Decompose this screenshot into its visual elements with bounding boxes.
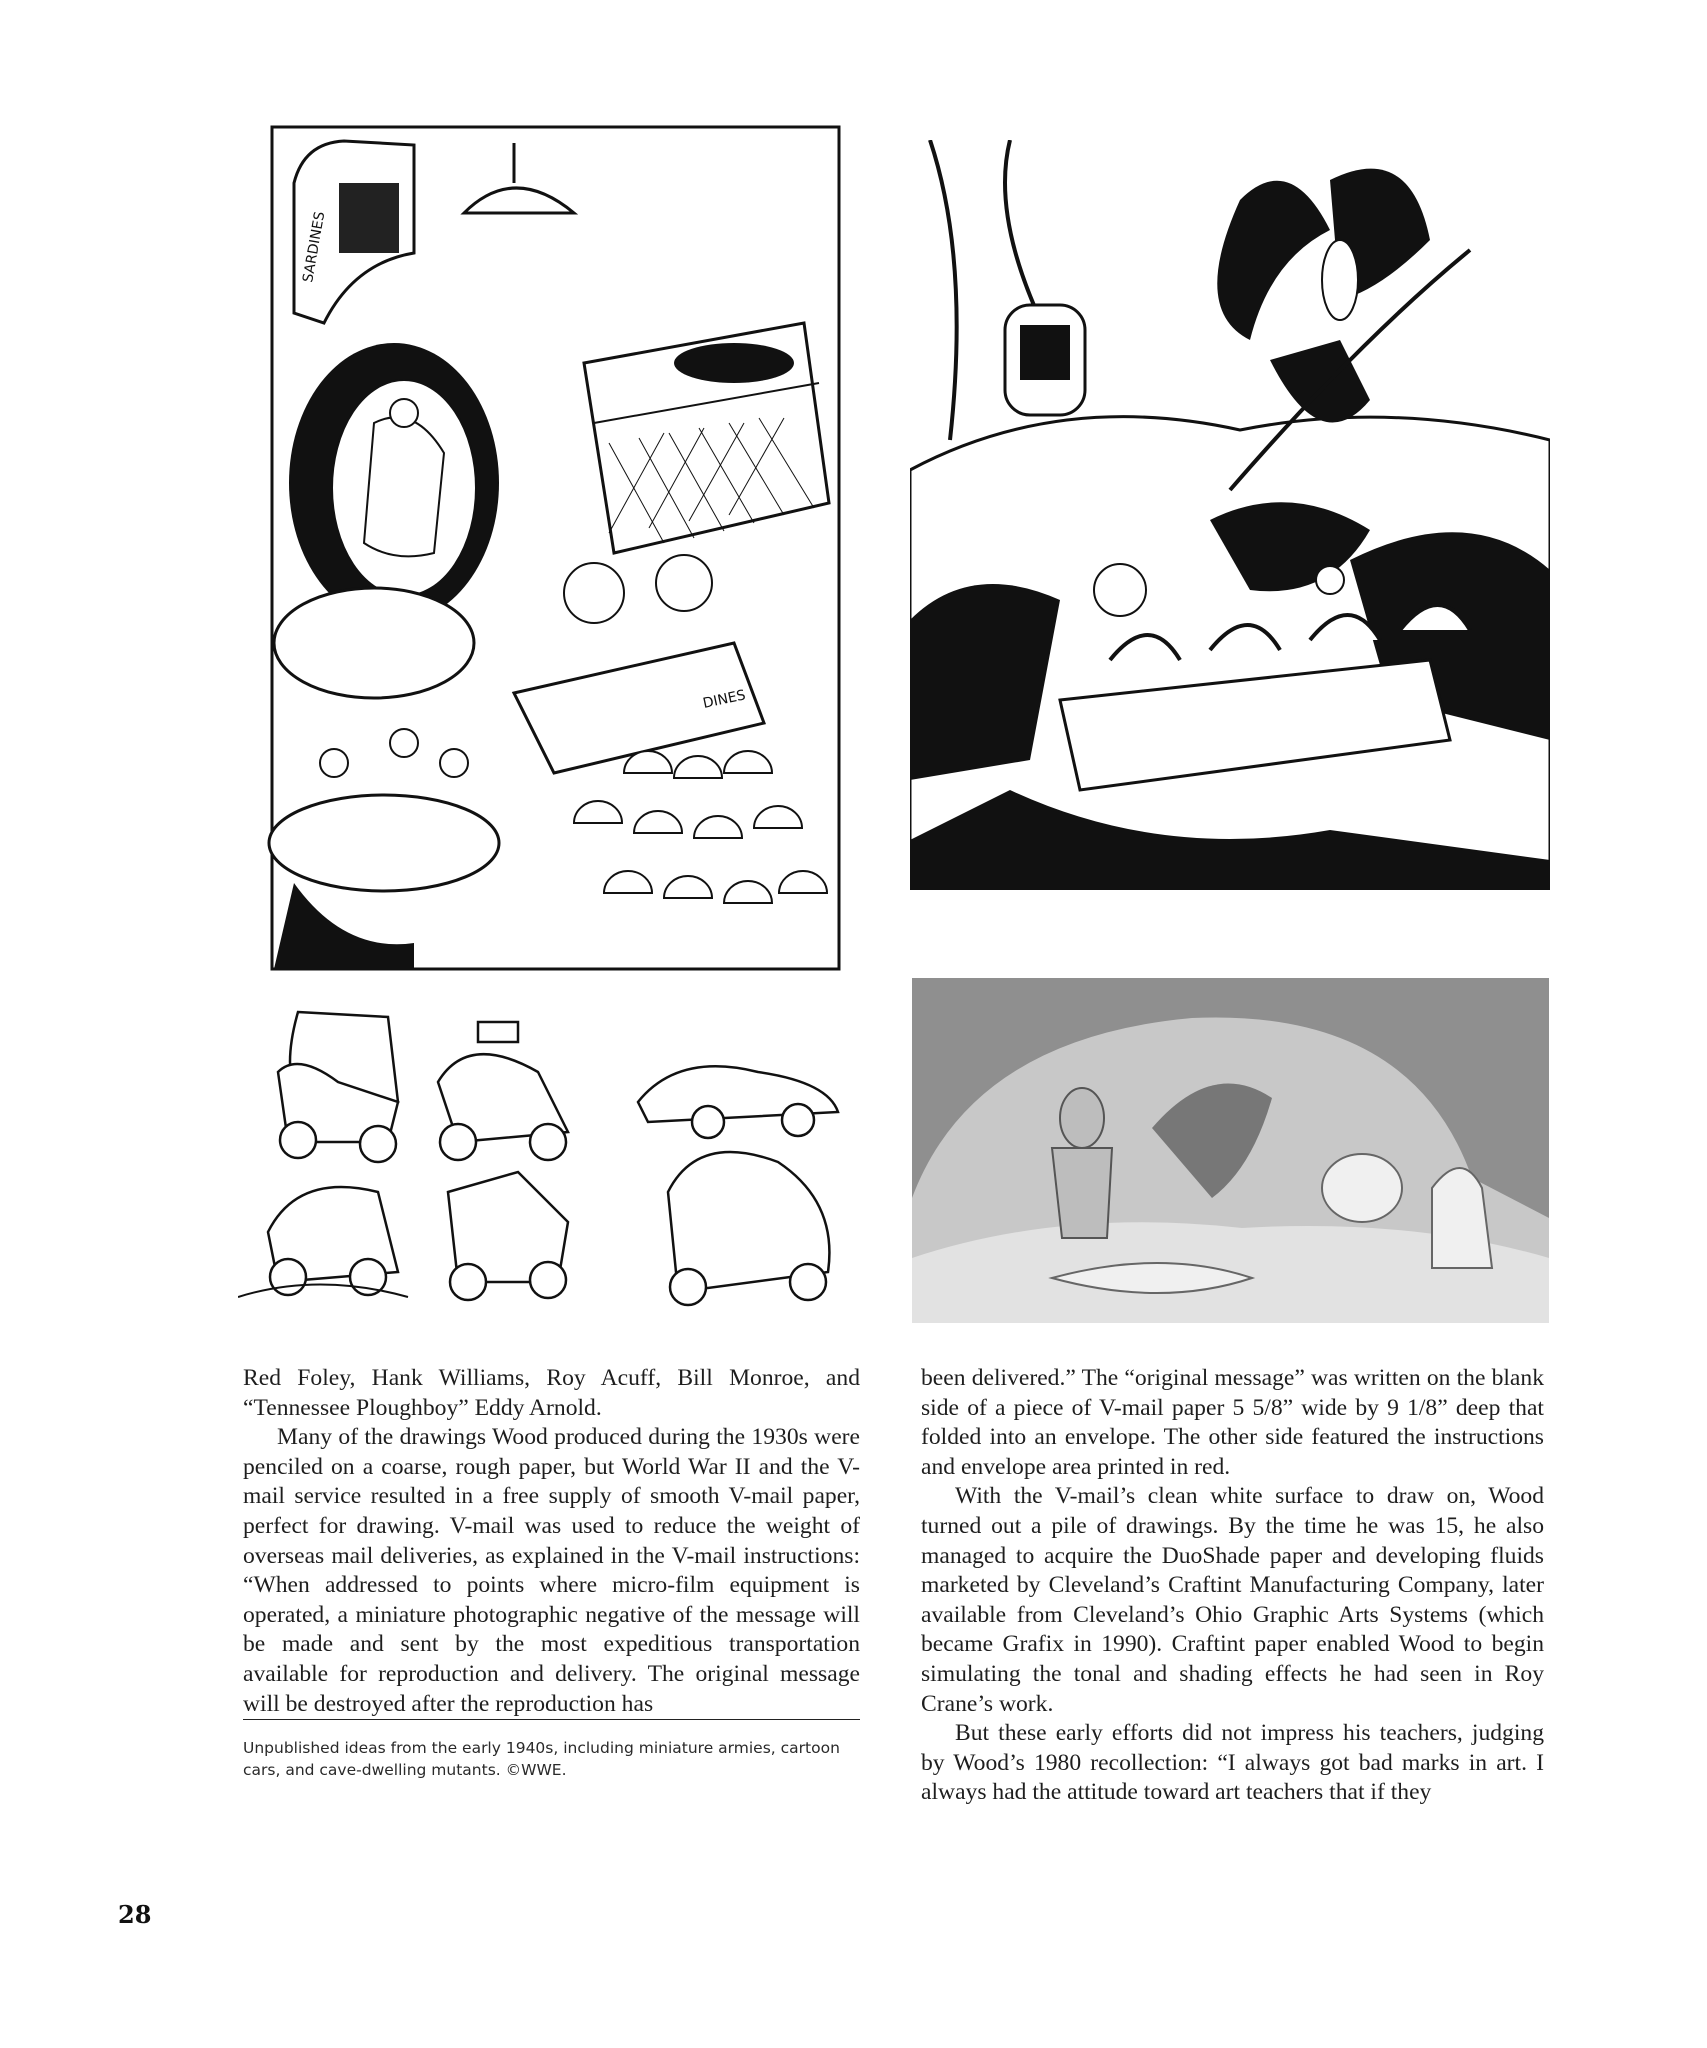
miniature-army-illustration [264,123,847,973]
body-left-column [243,1364,860,1719]
miniature-army-drawing [264,123,847,973]
paragraph: Red Foley, Hank Williams, Roy Acuff, Bill Monroe, and “Tennessee Ploughboy” Eddy Arnold. [243,1365,860,1421]
figure-caption: Unpublished ideas from the early 1940s, including miniature armies, cartoon cars, and cave-dwelling mutants. ©WWE. [243,1739,840,1779]
paragraph: Many of the drawings Wood produced during the 1930s were penciled on a coarse, rough paper, but World War II and the V-mail service resulted in a free supply of smooth V-mail paper, perfect for drawing. V-mail was used to reduce the weight of overseas mail deliveries, as explained in the V-mail instructions: “When addressed to points where micro-film equipment is operated, a miniature photographic negative of the message will be made and sent by the most expeditious transportation available for reproduction and delivery. The original message will be destroyed after the reproduction has [243,1424,860,1717]
cartoon-cars-illustration [238,992,848,1312]
catapult-battle-illustration [910,140,1550,890]
catapult-battle-drawing [910,140,1550,890]
caption-rule [243,1719,860,1720]
paragraph: been delivered.” The “original message” was written on the blank side of a piece of V-mail paper 5 5/8” wide by 9 1/8” deep that folded into an envelope. The other side featured the instructions and envelope area printed in red. [921,1365,1544,1480]
cave-mutants-illustration [912,978,1549,1323]
tin-label: DINES [701,687,748,712]
body-right-column [921,1364,1544,1808]
page-number: 28 [118,1900,152,1929]
paragraph: But these early efforts did not impress his teachers, judging by Wood’s 1980 recollection: “I always got bad marks in art. I always had the attitude toward art teachers that if they [921,1720,1544,1806]
sardines-label: SARDINES [300,210,329,284]
paragraph: With the V-mail’s clean white surface to draw on, Wood turned out a pile of drawings. By the time he was 15, he also managed to acquire the DuoShade paper and developing fluids marketed by Cleveland’s Craftint Manufacturing Company, later available from Cleveland’s Ohio Graphic Arts Systems (which became Grafix in 1990). Craftint paper enabled Wood to begin simulating the tonal and shading effects he had seen in Roy Crane’s work. [921,1483,1544,1717]
cave-mutants-drawing [912,978,1549,1323]
cartoon-cars-drawing [238,992,848,1312]
